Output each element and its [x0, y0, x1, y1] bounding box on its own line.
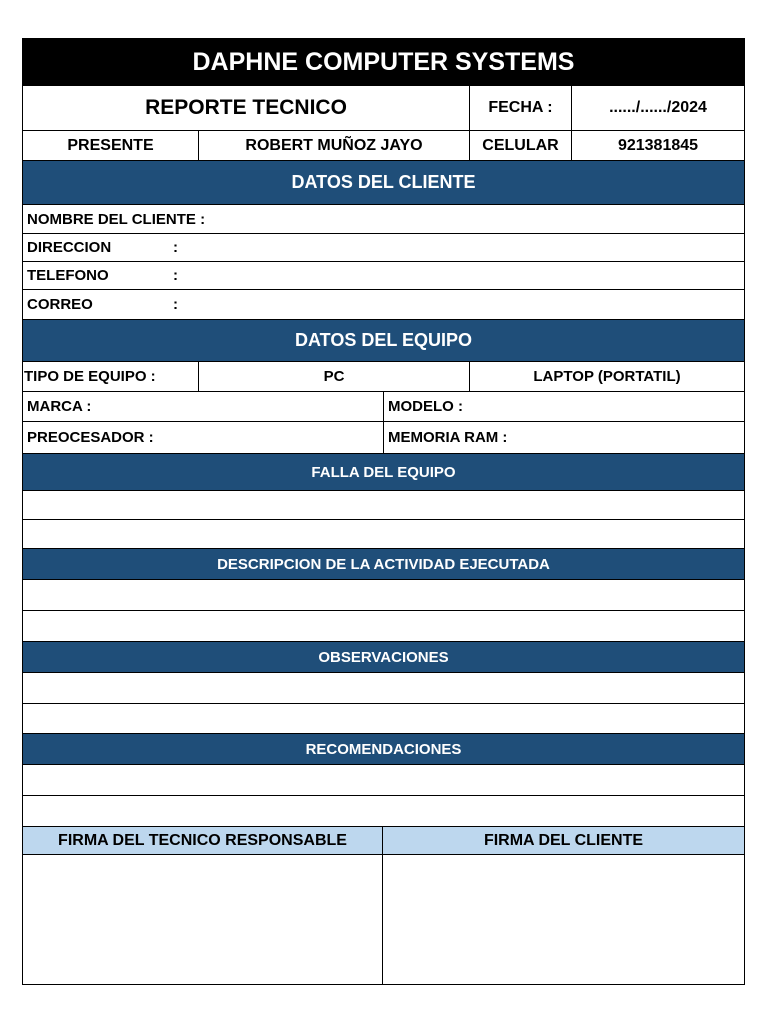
client-email-colon: :: [173, 296, 178, 313]
processor-field[interactable]: [22, 421, 384, 454]
activity-section-header: [22, 548, 745, 580]
client-signature-label: [382, 826, 745, 855]
activity-section-title: DESCRIPCION DE LA ACTIVIDAD EJECUTADA: [217, 555, 550, 573]
observations-line-1[interactable]: [22, 672, 745, 704]
fault-line-2[interactable]: [22, 519, 745, 549]
observations-line-2[interactable]: [22, 703, 745, 734]
client-email-field[interactable]: [22, 289, 745, 320]
client-address-label: DIRECCION: [27, 239, 112, 256]
fault-section-header: [22, 453, 745, 491]
company-title-text: DAPHNE COMPUTER SYSTEMS: [192, 47, 575, 76]
equipment-type-pc-text: PC: [323, 368, 345, 385]
technician-signature-label: [22, 826, 383, 855]
observations-section-header: [22, 641, 745, 673]
recommendations-line-1[interactable]: [22, 764, 745, 796]
equipment-section-title: DATOS DEL EQUIPO: [294, 330, 473, 350]
client-name-label: NOMBRE DEL CLIENTE :: [27, 210, 206, 228]
date-field[interactable]: [571, 85, 745, 131]
present-name: [198, 130, 470, 161]
client-section-header: [22, 160, 745, 205]
brand-field[interactable]: [22, 391, 384, 422]
date-label: [469, 85, 572, 131]
client-name-field[interactable]: [22, 204, 745, 234]
client-address-field[interactable]: [22, 233, 745, 262]
equipment-section-header: [22, 319, 745, 362]
client-address-colon: :: [173, 239, 178, 256]
client-section-title: DATOS DEL CLIENTE: [291, 172, 476, 192]
date-value-text: ....../....../2024: [609, 99, 707, 116]
present-name-text: ROBERT MUÑOZ JAYO: [245, 136, 423, 154]
fault-line-1[interactable]: [22, 490, 745, 520]
phone-value: [571, 130, 745, 161]
technician-signature-box[interactable]: [22, 854, 383, 985]
equipment-type-laptop[interactable]: [469, 361, 745, 392]
recommendations-section-title: RECOMENDACIONES: [305, 740, 462, 758]
equipment-type-laptop-text: LAPTOP (PORTATIL): [533, 368, 681, 385]
report-title-text: REPORTE TECNICO: [145, 96, 347, 119]
processor-label: PREOCESADOR :: [27, 429, 154, 446]
client-phone-field[interactable]: [22, 261, 745, 290]
fault-section-title: FALLA DEL EQUIPO: [311, 463, 456, 481]
recommendations-section-header: [22, 733, 745, 765]
technician-signature-text: FIRMA DEL TECNICO RESPONSABLE: [58, 831, 347, 849]
company-title: [22, 38, 745, 86]
activity-line-2[interactable]: [22, 610, 745, 642]
client-signature-box[interactable]: [382, 854, 745, 985]
equipment-type-label: [22, 361, 199, 392]
phone-label: [469, 130, 572, 161]
activity-line-1[interactable]: [22, 579, 745, 611]
model-field[interactable]: [383, 391, 745, 422]
equipment-type-pc[interactable]: [198, 361, 470, 392]
client-signature-text: FIRMA DEL CLIENTE: [483, 831, 644, 849]
client-email-label: CORREO: [27, 296, 93, 313]
report-title: [22, 85, 470, 131]
ram-field[interactable]: [383, 421, 745, 454]
recommendations-line-2[interactable]: [22, 795, 745, 827]
phone-value-text: 921381845: [617, 136, 699, 154]
present-label: [22, 130, 199, 161]
observations-section-title: OBSERVACIONES: [318, 648, 449, 666]
equipment-type-label-text: TIPO DE EQUIPO :: [24, 368, 156, 385]
present-label-text: PRESENTE: [67, 136, 154, 154]
client-phone-colon: :: [173, 267, 178, 284]
date-label-text: FECHA :: [488, 99, 553, 116]
client-phone-label: TELEFONO: [27, 267, 109, 284]
brand-label: MARCA :: [27, 398, 92, 415]
phone-label-text: CELULAR: [482, 136, 559, 154]
model-label: MODELO :: [388, 398, 463, 415]
ram-label: MEMORIA RAM :: [388, 429, 508, 446]
